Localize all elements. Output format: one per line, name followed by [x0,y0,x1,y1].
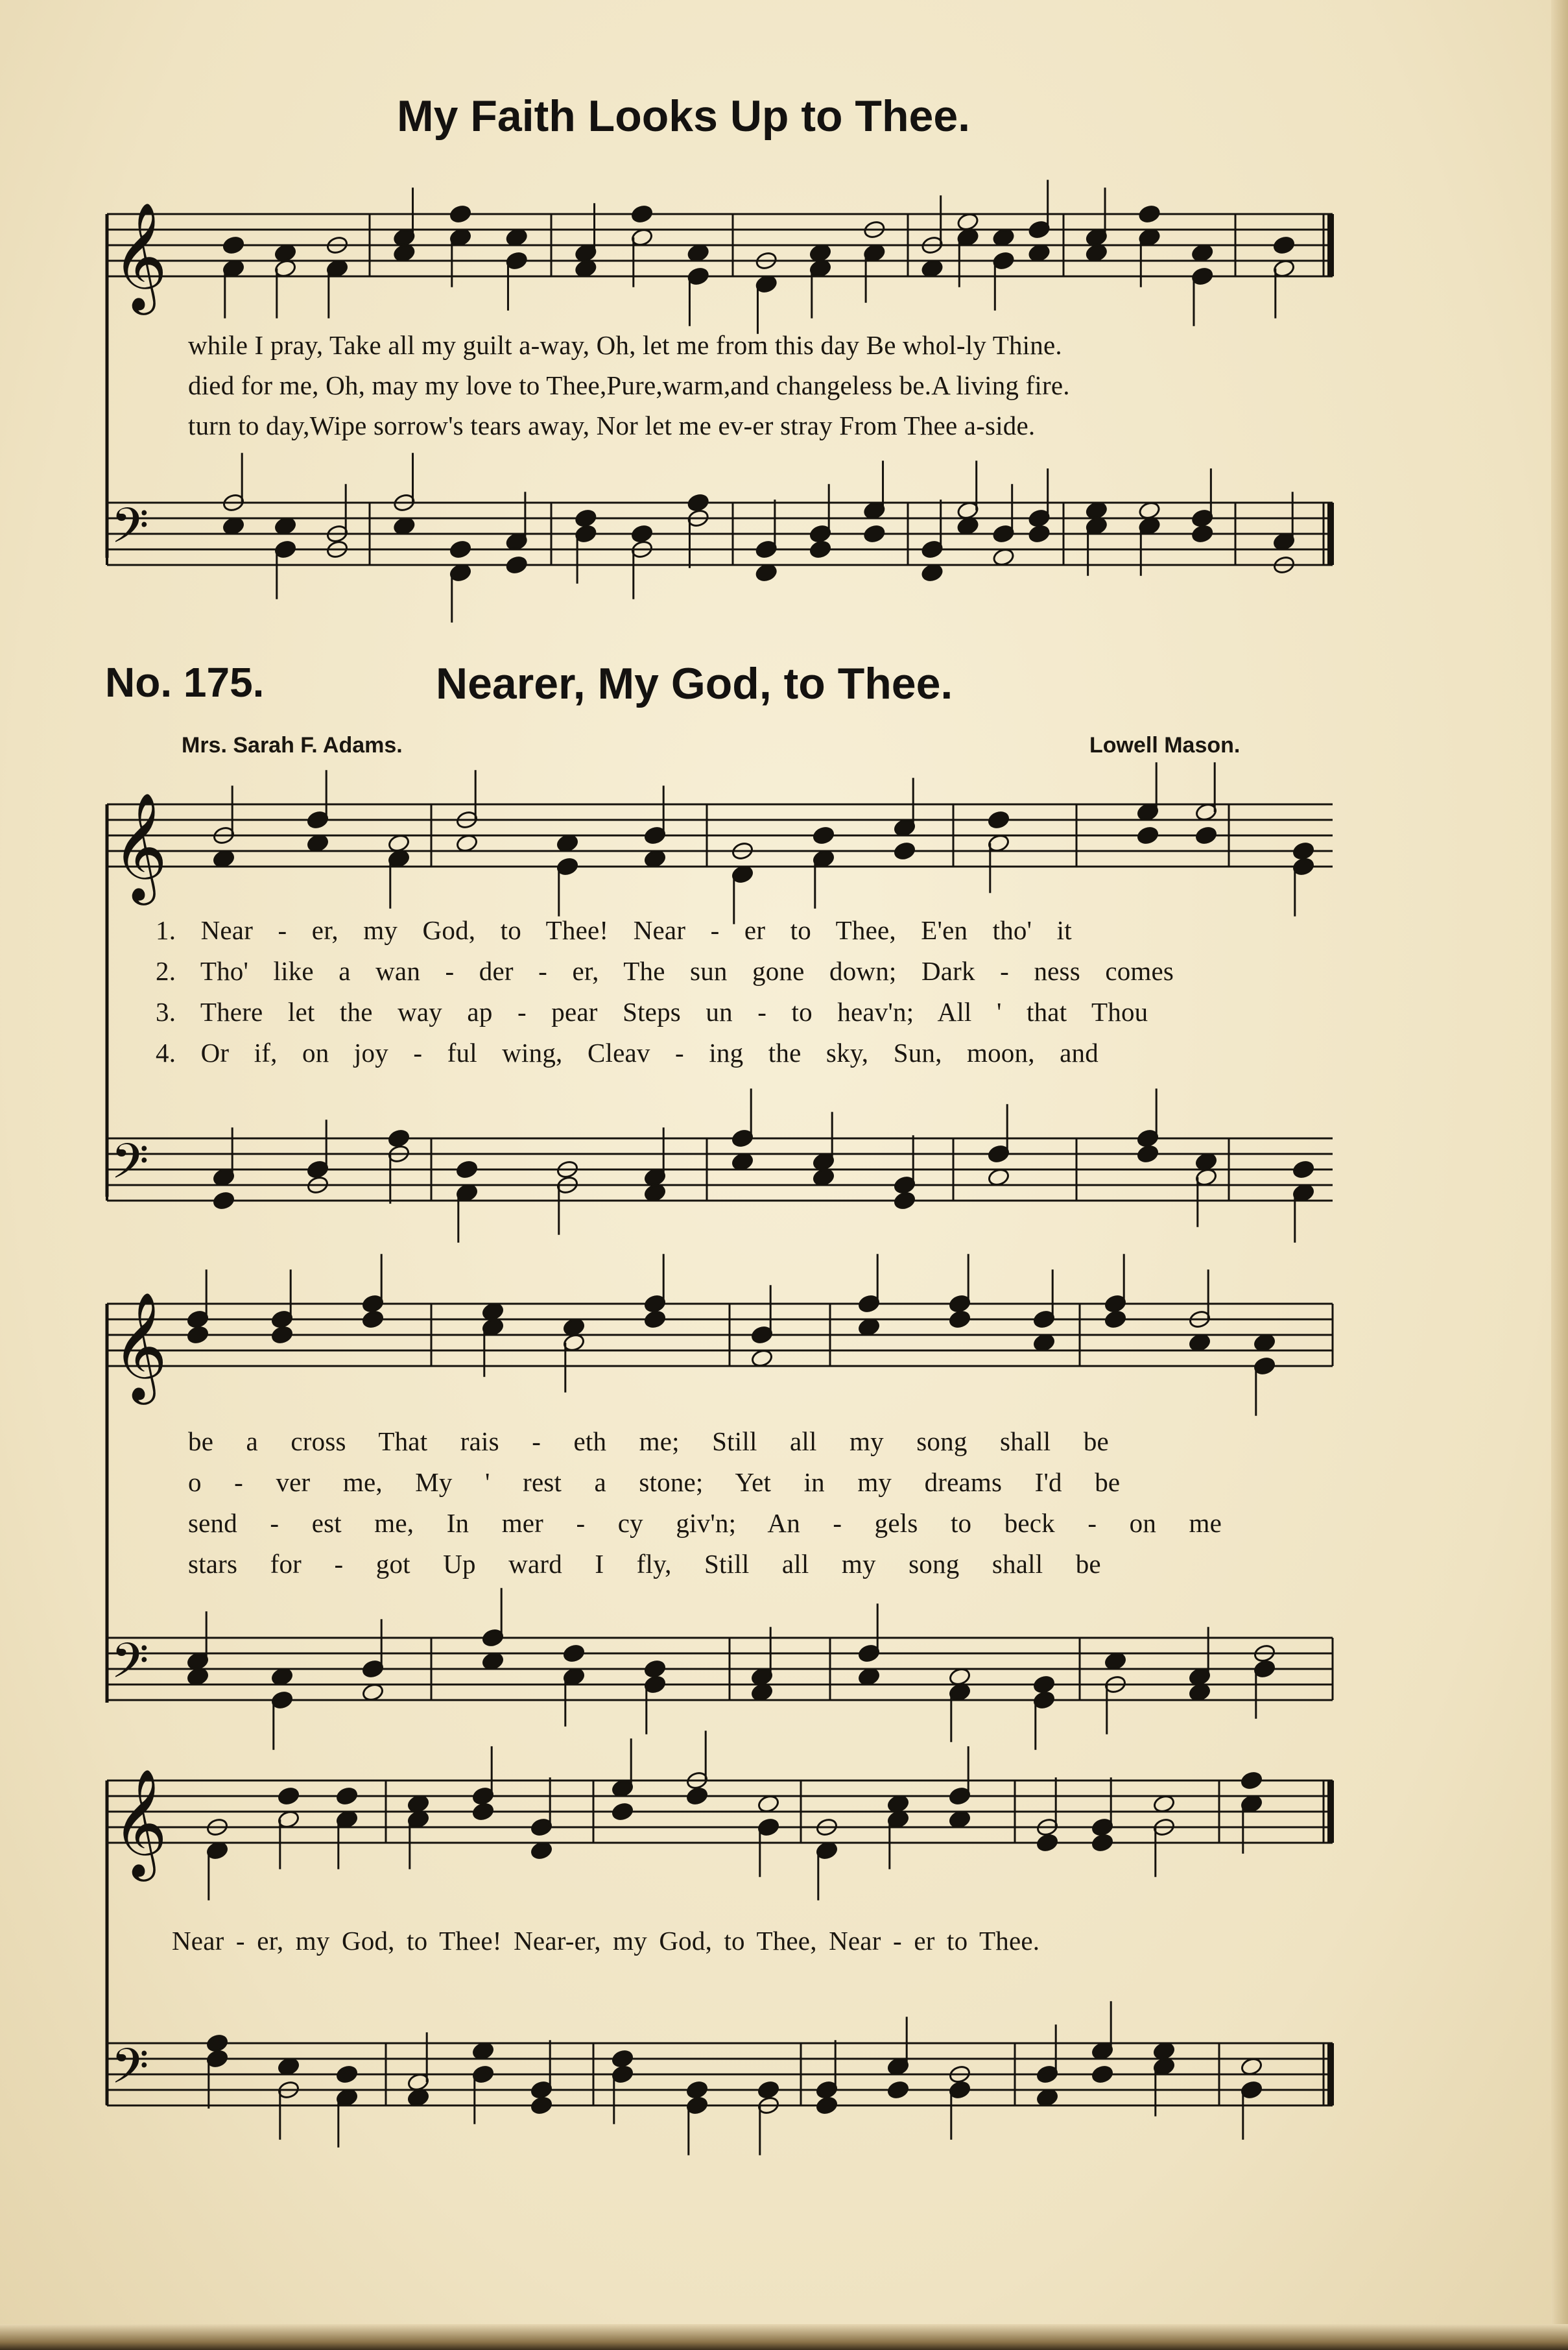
note-head [335,2065,358,2084]
note-head [530,2096,552,2115]
note-head [809,540,831,559]
note-head [1292,841,1314,861]
note-head [1240,1771,1263,1790]
note-head [948,1310,971,1329]
note-head [186,1325,209,1345]
note-head [1191,524,1213,544]
hymn-number: No. 175. [105,659,265,706]
note-head [1091,1833,1113,1852]
note-head [387,1129,410,1148]
verse-1-line: 1. Near - er, my God, to Thee! Near - er to Thee, E'en tho' it [156,915,1072,945]
note-head [1136,1144,1159,1164]
note-head [449,540,471,559]
note-head [685,2080,708,2100]
lyric-line: died for me, Oh, may my love to Thee,Pure,warm,and changeless be.A living fire. [188,370,1070,400]
note-head [335,1786,358,1806]
author-credit: Mrs. Sarah F. Adams. [182,733,403,758]
note-head [1272,235,1295,255]
refrain-line: Near - er, my God, to Thee! Near-er, my God, to Thee, Near - er to Thee. [172,1926,1040,1956]
note-head [1138,204,1161,224]
note-head [575,509,597,528]
note-head [505,555,528,575]
note-head [206,2033,228,2053]
note-head [222,235,244,255]
note-head [643,1659,666,1679]
note-head [893,841,916,861]
note-head [1292,1160,1314,1179]
verse-2-line-2: o - ver me, My ' rest a stone; Yet in my dreams I'd be [188,1467,1121,1497]
note-head [812,826,835,845]
treble-clef-icon: 𝄞 [112,1768,168,1876]
note-head [1032,1675,1055,1694]
note-head [1036,1833,1058,1852]
note-head [1104,1310,1126,1329]
note-head [815,2096,838,2115]
note-head [212,1191,235,1210]
note-head [611,1802,634,1821]
note-head [1028,524,1051,544]
note-head [687,493,709,512]
note-head [863,524,886,544]
verse-4-line-2: stars for - got Up ward I fly, Still all my song shall be [188,1549,1101,1579]
note-head [270,1325,293,1345]
note-head [886,2080,909,2100]
note-head [1136,826,1159,845]
note-head [277,1786,300,1806]
note-head [630,524,653,544]
note-head [685,1786,708,1806]
final-bar-thick [1327,1780,1334,1843]
hymn-title: My Faith Looks Up to Thee. [397,91,971,141]
note-head [757,2080,779,2100]
note-head [987,810,1010,830]
lyric-line: turn to day,Wipe sorrow's tears away, Nor let me ev-er stray From Thee a-side. [188,411,1036,440]
verse-3-line: 3. There let the way ap - pear Steps un - to heav'n; All ' that Thou [156,997,1148,1027]
bass-clef-icon: 𝄢 [111,1632,149,1701]
verse-2-line: 2. Tho' like a wan - der - er, The sun gone down; Dark - ness comes [156,956,1174,986]
bass-clef-icon: 𝄢 [111,1133,149,1202]
note-head [1091,2065,1113,2084]
note-head [611,2049,634,2068]
final-bar-thick [1327,2043,1334,2105]
composer-credit: Lowell Mason. [1089,733,1241,758]
note-head [893,1191,916,1210]
treble-clef-icon: 𝄞 [112,1291,168,1400]
note-head [471,1802,494,1821]
lyric-line: while I pray, Take all my guilt a-way, Oh, let me from this day Be whol-ly Thine. [188,330,1062,360]
treble-clef-icon: 𝄞 [112,201,168,310]
note-head [630,204,653,224]
bass-clef-icon: 𝄢 [111,2037,149,2107]
hymn-title: Nearer, My God, to Thee. [436,659,953,708]
bass-clef-icon: 𝄢 [111,497,149,566]
note-head [361,1310,384,1329]
final-bar-thick [1327,214,1334,276]
note-head [1194,826,1217,845]
verse-4-line: 4. Or if, on joy - ful wing, Cleav - ing the sky, Sun, moon, and [156,1038,1099,1068]
note-head [449,204,471,224]
verse-1-line-2: be a cross That rais - eth me; Still all my song shall be [188,1426,1109,1456]
treble-clef-icon: 𝄞 [112,791,168,900]
note-head [643,1310,666,1329]
final-bar-thick [1327,503,1334,565]
verse-3-line-2: send - est me, In mer - cy giv'n; An - gels to beck - on me [188,1508,1222,1538]
note-head [455,1160,478,1179]
note-head [562,1644,585,1663]
